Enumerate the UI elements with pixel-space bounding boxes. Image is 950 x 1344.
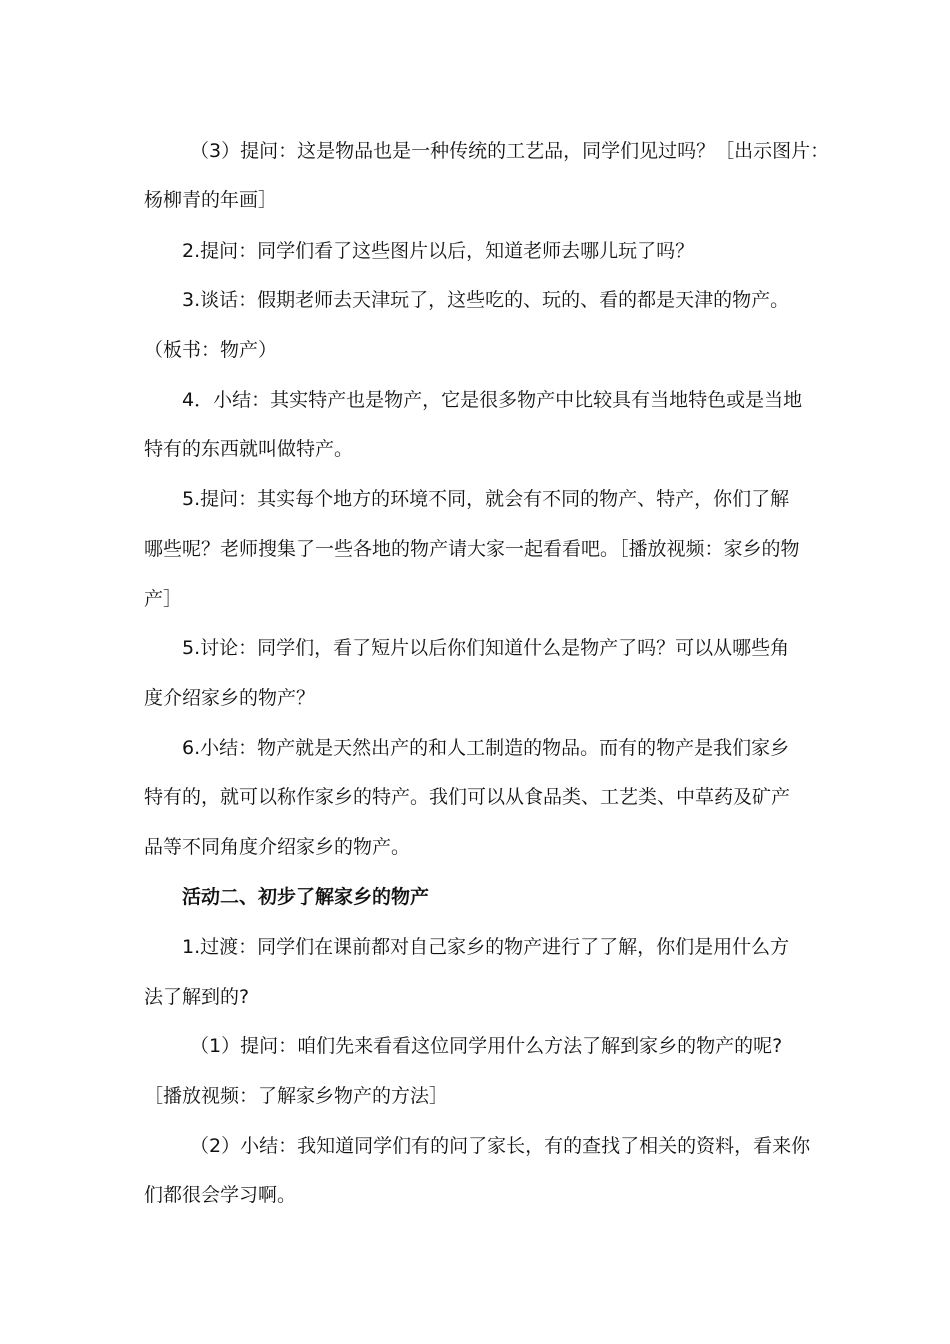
paragraph-6-summary-line-2: 特有的，就可以称作家乡的特产。我们可以从食品类、工艺类、中草药及矿产 (144, 786, 791, 808)
paragraph-3-talk-line-2: （板书：物产） (144, 339, 278, 361)
paragraph-1-transition-line-1: 1.过渡：同学们在课前都对自己家乡的物产进行了了解，你们是用什么方 (182, 936, 790, 958)
paragraph-q1-line-1: （1）提问：咱们先来看看这位同学用什么方法了解到家乡的物产的呢? (190, 1035, 783, 1057)
paragraph-2-question: 2.提问：同学们看了这些图片以后，知道老师去哪儿玩了吗？ (182, 240, 695, 262)
paragraph-6-summary-line-1: 6.小结：物产就是天然出产的和人工制造的物品。而有的物产是我们家乡 (182, 737, 790, 759)
paragraph-5-discussion-line-1: 5.讨论：同学们，看了短片以后你们知道什么是物产了吗？可以从哪些角 (182, 637, 790, 659)
paragraph-1-transition-line-2: 法了解到的? (144, 986, 250, 1008)
paragraph-4-summary-line-1: 4．小结：其实特产也是物产，它是很多物产中比较具有当地特色或是当地 (182, 389, 803, 411)
paragraph-q3-line-2: 杨柳青的年画］ (144, 189, 278, 211)
paragraph-6-summary-line-3: 品等不同角度介绍家乡的物产。 (144, 836, 411, 858)
paragraph-5-question-line-1: 5.提问：其实每个地方的环境不同，就会有不同的物产、特产，你们了解 (182, 488, 790, 510)
paragraph-5-question-line-3: 产］ (144, 588, 183, 610)
paragraph-5-question-line-2: 哪些呢？老师搜集了一些各地的物产请大家一起看看吧。［播放视频：家乡的物 (144, 538, 800, 560)
paragraph-q3-line-1: （3）提问：这是物品也是一种传统的工艺品，同学们见过吗？［出示图片： (190, 140, 830, 162)
paragraph-q2-line-2: 们都很会学习啊。 (144, 1184, 297, 1206)
paragraph-q1-line-2: ［播放视频：了解家乡物产的方法］ (144, 1085, 449, 1107)
section-heading-activity-2: 活动二、初步了解家乡的物产 (182, 886, 430, 908)
paragraph-4-summary-line-2: 特有的东西就叫做特产。 (144, 438, 354, 460)
paragraph-3-talk-line-1: 3.谈话：假期老师去天津玩了，这些吃的、玩的、看的都是天津的物产。 (182, 289, 790, 311)
paragraph-q2-line-1: （2）小结：我知道同学们有的问了家长，有的查找了相关的资料，看来你 (190, 1135, 811, 1157)
paragraph-5-discussion-line-2: 度介绍家乡的物产？ (144, 687, 316, 709)
